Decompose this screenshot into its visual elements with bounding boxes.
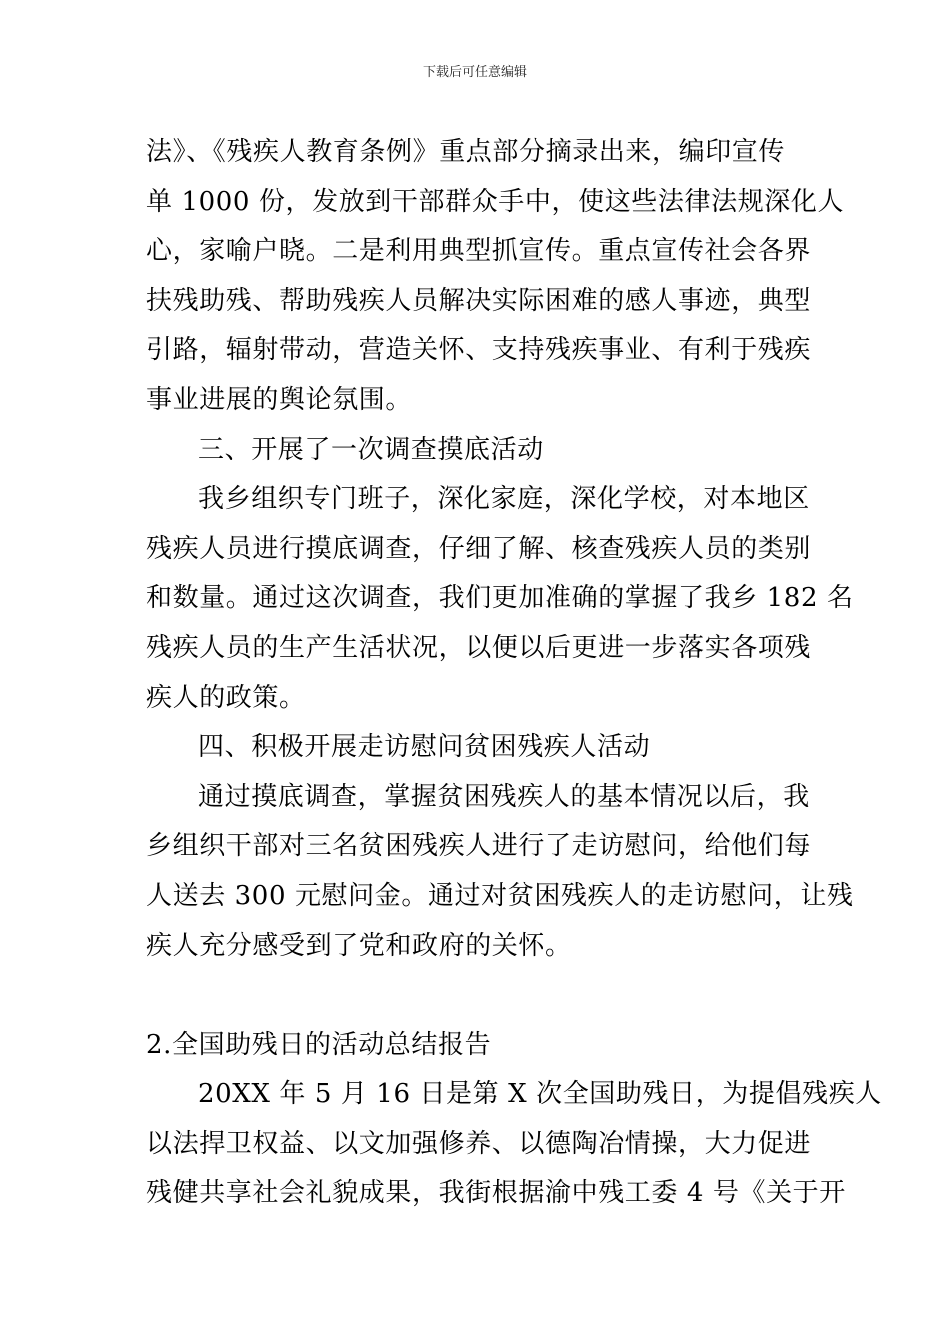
text-line: 心，家喻户晓。二是利用典型抓宣传。重点宣传社会各界 <box>146 236 812 267</box>
text-line: 乡组织干部对三名贫困残疾人进行了走访慰问，给他们每 <box>146 831 812 862</box>
text-line: 人送去 300 元慰问金。通过对贫困残疾人的走访慰问，让残 <box>146 880 854 911</box>
text-line: 残健共享社会礼貌成果，我街根据渝中残工委 4 号《关于开 <box>146 1178 846 1209</box>
text-line: 法》、《残疾人教育条例》重点部分摘录出来，编印宣传 <box>146 137 786 167</box>
text-line: 通过摸底调查，掌握贫困残疾人的基本情况以后，我 <box>198 781 810 812</box>
text-line: 疾人充分感受到了党和政府的关怀。 <box>146 930 572 961</box>
text-line: 引路，辐射带动，营造关怀、支持残疾事业、有利于残疾 <box>146 335 812 366</box>
document-body <box>146 128 882 1219</box>
text-line: 残疾人员进行摸底调查，仔细了解、核查残疾人员的类别 <box>146 533 812 564</box>
text-line: 事业进展的舆论氛围。 <box>146 384 413 415</box>
page-header: 下载后可任意编辑 <box>422 65 527 80</box>
paragraph-gap <box>146 971 806 1021</box>
text-line: 单 1000 份，发放到干部群众手中，使这些法律法规深化人 <box>146 186 845 217</box>
text-line: 20XX 年 5 月 16 日是第 X 次全国助残日，为提倡残疾人 <box>198 1079 882 1110</box>
text-line: 我乡组织专门班子，深化家庭，深化学校，对本地区 <box>198 484 810 515</box>
section-heading: 三、开展了一次调查摸底活动 <box>198 434 544 465</box>
text-line: 残疾人员的生产生活状况，以便以后更进一步落实各项残 <box>146 632 812 663</box>
text-line: 以法捍卫权益、以文加强修养、以德陶冶情操，大力促进 <box>146 1128 812 1159</box>
text-line: 和数量。通过这次调查，我们更加准确的掌握了我乡 182 名 <box>146 583 854 614</box>
text-line: 疾人的政策。 <box>146 682 306 713</box>
section-heading: 四、积极开展走访慰问贫困残疾人活动 <box>198 732 651 763</box>
article-title: 2.全国助残日的活动总结报告 <box>146 1029 492 1060</box>
text-line: 扶残助残、帮助残疾人员解决实际困难的感人事迹，典型 <box>146 285 812 316</box>
